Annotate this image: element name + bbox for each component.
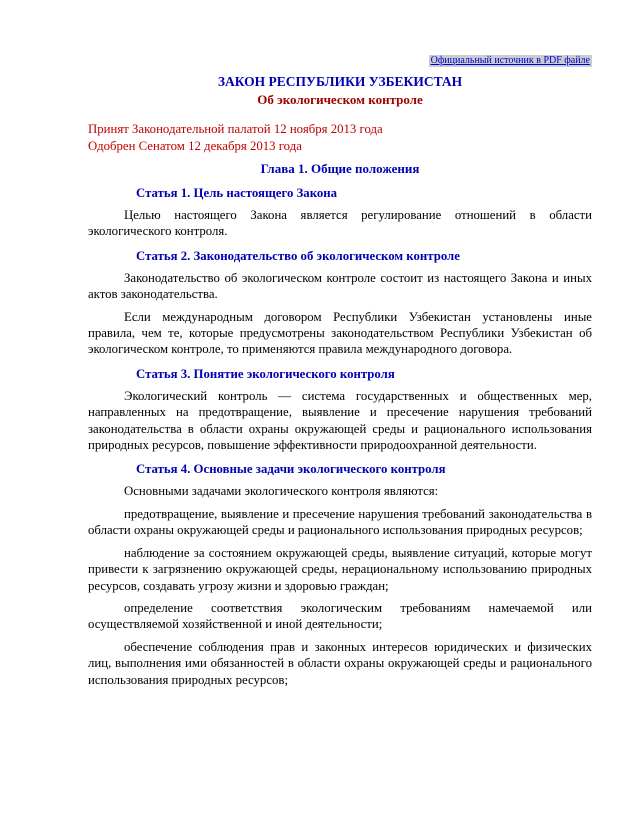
article-4-paragraph-5: обеспечение соблюдения прав и законных интересов юридических и физических лиц, выполнения ими обязанностей в области охраны окружающей среды и рационального использования природных ресурсов; [88, 639, 592, 687]
adoption-line-senate: Одобрен Сенатом 12 декабря 2013 года [88, 138, 302, 153]
chapter-heading: Глава 1. Общие положения [260, 161, 420, 176]
article-4-paragraph-2: предотвращение, выявление и пресечение нарушения требований законодательства в области охраны окружающей среды и рационального использования природных ресурсов; [88, 506, 592, 538]
document-subtitle: Об экологическом контроле [257, 92, 423, 107]
article-3-heading: Статья 3. Понятие экологического контроля [136, 366, 395, 381]
adoption-line-chamber: Принят Законодательной палатой 12 ноября 2013 года [88, 122, 383, 136]
header-row [88, 50, 592, 68]
document-title: ЗАКОН РЕСПУБЛИКИ УЗБЕКИСТАН [217, 74, 463, 89]
article-4-paragraph-1: Основными задачами экологического контроля являются: [124, 484, 439, 499]
article-3-paragraph-1: Экологический контроль — система государственных и общественных мер, направленных на предотвращение, выявление и пресечение нарушения требований законодательства в области охраны окружающей среды и рационального использования природных ресурсов, повышение эффективности природоохранной деятельности. [88, 388, 592, 453]
article-2-heading: Статья 2. Законодательство об экологическом контроле [136, 248, 460, 263]
article-1-heading: Статья 1. Цель настоящего Закона [136, 186, 338, 200]
article-2-paragraph-2: Если международным договором Республики Узбекистан установлены иные правила, чем те, которые предусмотрены законодательством Республики Узбекистан об экологическом контроле, то применяются правила международного договора. [88, 309, 592, 357]
article-4-paragraph-3: наблюдение за состоянием окружающей среды, выявление ситуаций, которые могут привести к загрязнению окружающей среды, нерациональному использованию природных ресурсов, создавать угрозу жизни и здоровью граждан; [88, 545, 592, 593]
article-1-paragraph-1: Целью настоящего Закона является регулирование отношений в области экологического контроля. [88, 208, 592, 239]
pdf-source-link[interactable]: Официальный источник в PDF файле [430, 55, 590, 66]
article-4-paragraph-4: определение соответствия экологическим требованиям намечаемой или осуществляемой хозяйственной и иной деятельности; [88, 600, 592, 632]
article-4-heading: Статья 4. Основные задачи экологического контроля [136, 462, 446, 477]
article-2-paragraph-1: Законодательство об экологическом контроле состоит из настоящего Закона и иных актов законодательства. [88, 270, 592, 302]
